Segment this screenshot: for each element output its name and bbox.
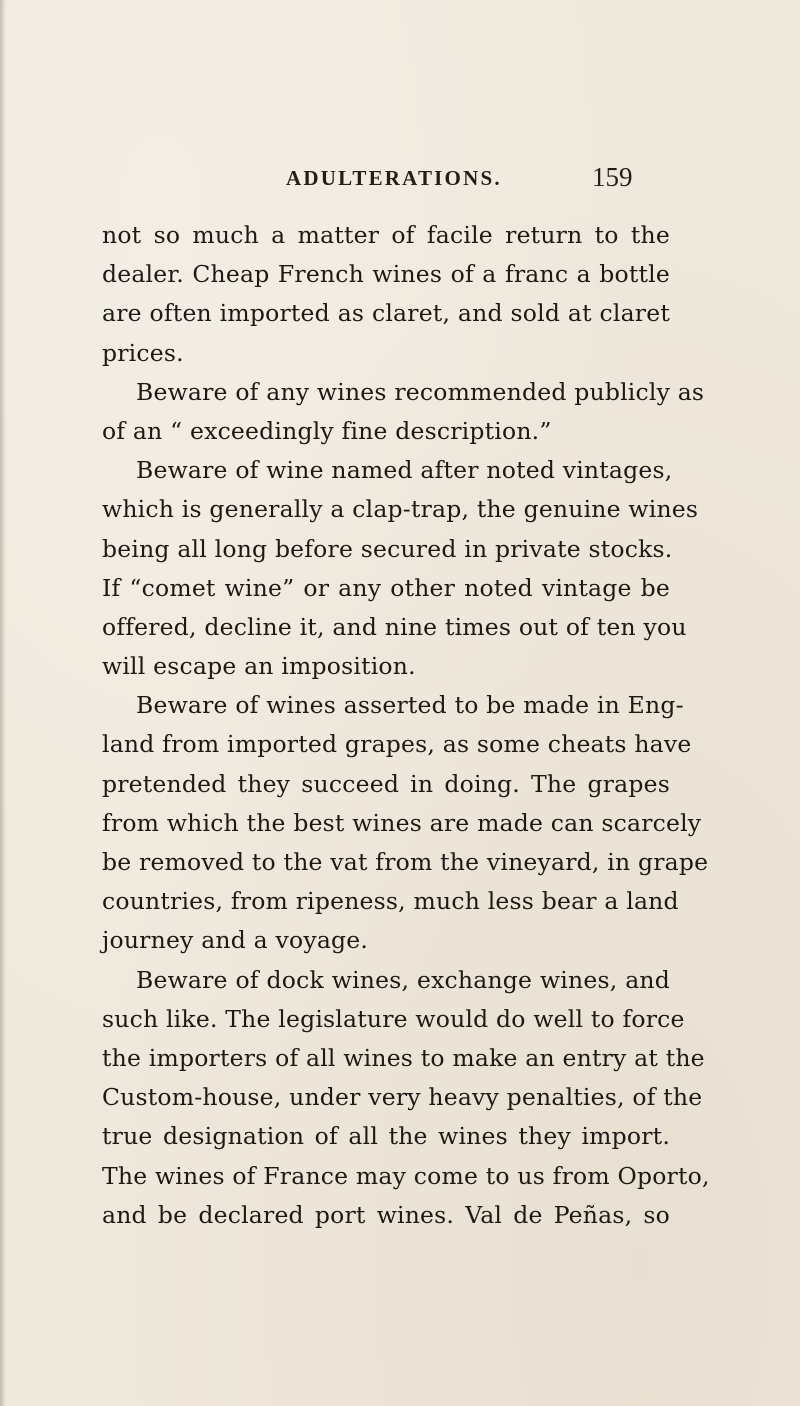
- text-line: are often imported as claret, and sold at claret: [102, 299, 670, 328]
- text-line: and be declared port wines. Val de Peñas, so: [102, 1200, 670, 1229]
- text-line: journey and a voyage.: [102, 926, 369, 955]
- text-line: Custom-house, under very heavy penalties, of the: [102, 1083, 703, 1112]
- text-line: from which the best wines are made can scarcely: [102, 808, 702, 837]
- text-line: If “comet wine” or any other noted vintage be: [102, 573, 670, 602]
- text-line: of an “ exceedingly fine description.”: [102, 416, 552, 445]
- text-line: be removed to the vat from the vineyard, in grape: [102, 848, 709, 876]
- text-line: which is generally a clap-trap, the genuine wines: [102, 495, 699, 524]
- page-number: 159: [592, 162, 633, 192]
- text-line: The wines of France may come to us from Oporto,: [102, 1161, 710, 1190]
- text-line: being all long before secured in private stocks.: [102, 534, 673, 563]
- text-line: offered, decline it, and nine times out of ten you: [102, 612, 687, 641]
- text-line: pretended they succeed in doing. The grapes: [102, 769, 670, 798]
- text-line: Beware of wines asserted to be made in Eng-: [136, 691, 684, 720]
- text-line: true designation of all the wines they import.: [102, 1122, 670, 1151]
- text-line: not so much a matter of facile return to the: [102, 221, 670, 249]
- text-line: such like. The legislature would do well to force: [102, 1004, 685, 1033]
- text-line: prices.: [102, 338, 184, 367]
- page-gutter-shadow: [0, 0, 6, 1406]
- text-line: Beware of wine named after noted vintages,: [136, 456, 673, 485]
- text-line: Beware of any wines recommended publicly as: [136, 377, 705, 406]
- body-text: [102, 216, 710, 1235]
- running-head-title: ADULTERATIONS.: [286, 166, 502, 190]
- text-line: countries, from ripeness, much less bear a land: [102, 887, 679, 916]
- text-line: land from imported grapes, as some cheats have: [102, 730, 692, 759]
- text-line: the importers of all wines to make an entry at the: [102, 1043, 705, 1072]
- text-line: will escape an imposition.: [102, 652, 416, 681]
- text-line: Beware of dock wines, exchange wines, and: [136, 965, 670, 994]
- text-line: dealer. Cheap French wines of a franc a bottle: [102, 260, 670, 289]
- running-head: [0, 162, 800, 192]
